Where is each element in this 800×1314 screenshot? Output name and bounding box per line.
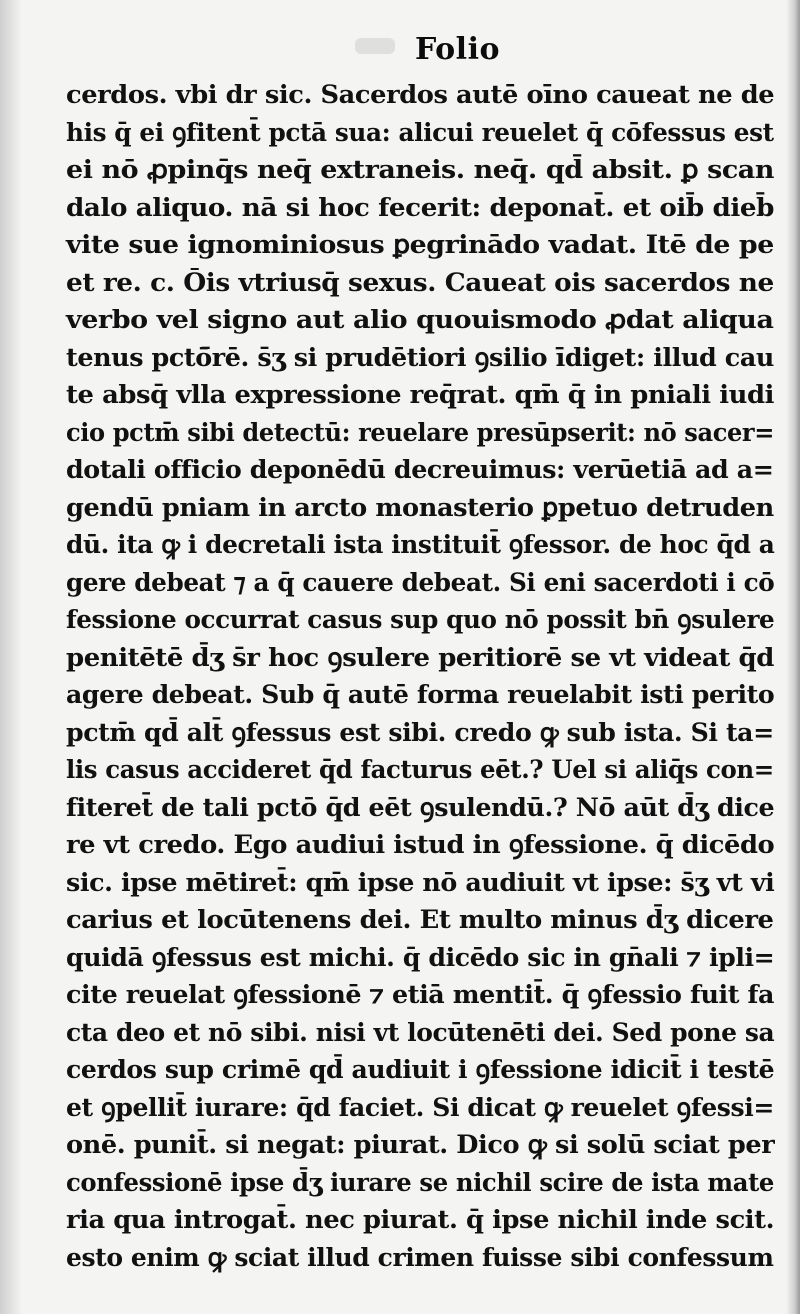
text-line: lis casus accideret q̄d facturus eēt.? Uel si aliq̄s con= bbox=[66, 755, 774, 784]
text-line: sic. ipse mētiret̄: qm̄ ipse nō audiuit vt ipse: s̄ʒ vt vi bbox=[66, 867, 775, 897]
text-line: onē. punit̄. si negat: piurat. Dico ꝙ si solū sciat per bbox=[66, 1130, 775, 1159]
text-line: cite reuelat ꝯfessionē ⁊ etiā mentit̄. q̄ ꝯfessio fuit fa bbox=[66, 980, 775, 1009]
text-line: te absq̄ vlla expressione req̄rat. qm̄ q̄ in pniali iudi bbox=[66, 380, 774, 409]
text-line: penitētē d̄ʒ s̄r hoc ꝯsulere peritiorē se vt videat q̄d bbox=[66, 642, 774, 672]
text-line: et ꝯpellit̄ iurare: q̄d faciet. Si dicat ꝙ reuelet ꝯfessi= bbox=[66, 1092, 774, 1122]
text-line: cerdos. vbi dr sic. Sacerdos autē oīno caueat ne de bbox=[66, 80, 775, 109]
text-line: dotali officio deponēdū decreuimus: verūetiā ad a= bbox=[66, 455, 774, 484]
text-line: quidā ꝯfessus est michi. q̄ dicēdo sic in gn̄ali ⁊ ipli= bbox=[66, 942, 775, 972]
text-line: esto enim ꝙ sciat illud crimen fuisse sibi confessum bbox=[66, 1242, 774, 1272]
text-line: confessionē ipse d̄ʒ iurare se nichil scire de ista mate bbox=[66, 1167, 774, 1197]
text-line: dū. ita ꝙ i decretali ista instituit̄ ꝯfessor. de hoc q̄d a bbox=[66, 530, 775, 559]
text-line: re vt credo. Ego audiui istud in ꝯfessione. q̄ dicēdo bbox=[66, 830, 775, 859]
text-line: ei nō ꝓpinq̄s neq̄ extraneis. neq̄. qd̄ absit. ꝑ scan bbox=[66, 155, 774, 184]
text-line: vite sue ignominiosus ꝑegrinādo vadat. Itē de pe bbox=[66, 230, 774, 259]
text-line: cerdos sup crimē qd̄ audiuit i ꝯfessione idicit̄ i testē bbox=[66, 1055, 775, 1084]
page-gutter-shadow bbox=[0, 0, 22, 1314]
text-line: his q̄ ei ꝯfitent̄ pctā sua: alicui reuelet q̄ cōfessus est bbox=[66, 117, 774, 147]
ink-smudge bbox=[355, 38, 395, 54]
text-block bbox=[66, 76, 774, 1276]
text-line: verbo vel signo aut alio quouismodo ꝓdat aliqua bbox=[66, 305, 774, 334]
text-line: pctm̄ qd̄ alt̄ ꝯfessus est sibi. credo ꝙ sub ista. Si ta= bbox=[66, 717, 774, 747]
folio-header: Folio bbox=[415, 32, 500, 67]
text-line: carius et locūtenens dei. Et multo minus d̄ʒ dicere bbox=[66, 905, 774, 934]
text-line: gendū pniam in arcto monasterio ꝑpetuo detruden bbox=[66, 492, 774, 522]
text-line: agere debeat. Sub q̄ autē forma reuelabit isti perito bbox=[66, 680, 775, 709]
text-line: et re. c. Ōis vtriusq̄ sexus. Caueat ois sacerdos ne bbox=[66, 267, 774, 297]
text-line: gere debeat ⁊ a q̄ cauere debeat. Si eni sacerdoti i cō bbox=[66, 567, 775, 597]
text-line: tenus pctō̄rē. s̄ʒ si prudētiori ꝯsilio īdiget: illud cau bbox=[66, 342, 774, 372]
text-line: cio pctm̄ sibi detectū: reuelare presūpserit: nō sacer= bbox=[66, 417, 775, 447]
text-line: fiteret̄ de tali pctō q̄d eēt ꝯsulendū.? Nō aūt d̄ʒ dice bbox=[66, 792, 775, 822]
text-line: dalo aliquo. nā si hoc fecerit: deponat̄. et oib̄ dieb̄ bbox=[66, 192, 775, 222]
text-line: cta deo et nō sibi. nisi vt locūtenēti dei. Sed pone sa bbox=[66, 1017, 775, 1047]
text-line: fessione occurrat casus sup quo nō possit bn̄ ꝯsulere bbox=[66, 605, 775, 634]
text-line: ria qua introgat̄. nec piurat. q̄ ipse nichil inde scit. bbox=[66, 1205, 775, 1234]
